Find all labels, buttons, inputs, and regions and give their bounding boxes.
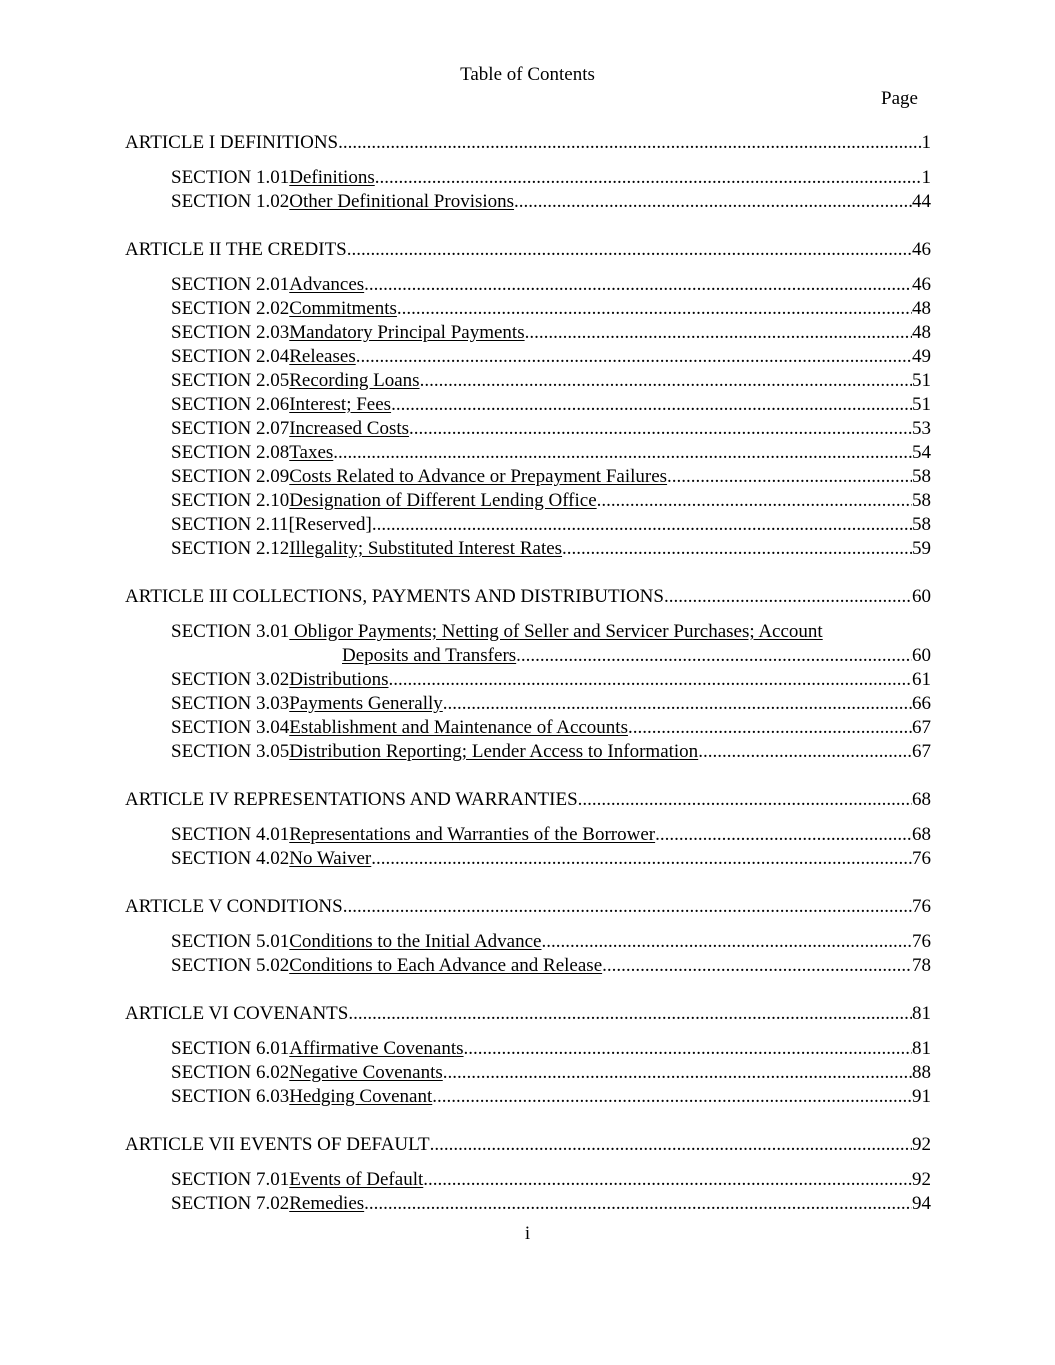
- dot-leader: [348, 1002, 912, 1026]
- section-number: SECTION 2.05: [171, 370, 290, 391]
- section-suffix: .: [391, 394, 396, 415]
- section-suffix: .: [442, 1062, 448, 1083]
- section-number: SECTION 2.02: [171, 298, 290, 319]
- section-suffix: .: [627, 717, 633, 738]
- page-number: 53: [912, 418, 931, 439]
- section-suffix: .: [698, 741, 703, 762]
- toc-entry-section-2-07[interactable]: [125, 417, 931, 441]
- dot-leader: [428, 1168, 912, 1192]
- section-number: SECTION 2.03: [171, 322, 290, 343]
- dot-leader: [396, 393, 912, 417]
- page-number: 1: [921, 132, 931, 153]
- section-title-link[interactable]: Recording Loans: [289, 370, 420, 391]
- page-number: 51: [912, 370, 931, 391]
- section-number: SECTION 6.01: [171, 1038, 290, 1059]
- dot-leader: [541, 930, 912, 954]
- section-number: SECTION 3.02: [171, 669, 290, 690]
- page-number: 54: [912, 442, 931, 463]
- section-title-link[interactable]: Definitions: [289, 167, 375, 188]
- toc-entry-section-2-11[interactable]: [125, 513, 931, 537]
- toc-entry-section-3-01[interactable]: [125, 620, 931, 668]
- toc-entry-section-7-02[interactable]: [125, 1192, 931, 1216]
- section-number: SECTION 2.10: [171, 490, 290, 511]
- page-number: 58: [912, 466, 931, 487]
- toc-entry-section-3-03[interactable]: [125, 692, 931, 716]
- section-title-link[interactable]: Taxes: [289, 442, 334, 463]
- section-title-link[interactable]: Remedies: [289, 1193, 365, 1214]
- article-heading[interactable]: [125, 1002, 931, 1026]
- article-label: ARTICLE VI COVENANTS: [125, 1003, 349, 1024]
- dot-leader: [448, 1061, 912, 1085]
- section-title-link[interactable]: No Waiver: [289, 848, 372, 869]
- page-number: 46: [912, 274, 931, 295]
- article-7: [125, 1133, 931, 1216]
- section-suffix: .: [409, 418, 414, 439]
- page-number: 49: [912, 346, 931, 367]
- section-suffix: .: [333, 442, 339, 463]
- section-suffix: .: [388, 669, 394, 690]
- dot-leader: [448, 692, 912, 716]
- section-title-link[interactable]: Representations and Warranties of the Borrower: [289, 824, 656, 845]
- page-number: 68: [912, 789, 931, 810]
- page-number: 76: [912, 896, 931, 917]
- toc-entry-section-2-01[interactable]: [125, 273, 931, 297]
- section-suffix: .: [423, 1169, 428, 1190]
- section-number: SECTION 2.11: [171, 514, 289, 535]
- dot-leader: [430, 1133, 912, 1157]
- toc-entry-section-3-04[interactable]: [125, 716, 931, 740]
- section-title-link[interactable]: Obligor Payments; Netting of Seller and Servicer Purchases; Account: [289, 621, 823, 642]
- section-number: SECTION 5.02: [171, 955, 290, 976]
- dot-leader: [371, 847, 912, 871]
- page-number: 44: [912, 191, 931, 212]
- page-number: 66: [912, 693, 931, 714]
- page-number: 78: [912, 955, 931, 976]
- section-suffix: .: [524, 322, 530, 343]
- dot-leader: [375, 166, 922, 190]
- toc-entry-section-2-09[interactable]: [125, 465, 931, 489]
- toc-entry-section-3-05[interactable]: [125, 740, 931, 764]
- toc-title: Table of Contents: [460, 64, 595, 85]
- dot-leader: [393, 668, 912, 692]
- section-title-link[interactable]: Releases: [289, 346, 356, 367]
- page-number: 91: [912, 1086, 931, 1107]
- dot-leader: [360, 345, 912, 369]
- dot-leader: [597, 489, 912, 513]
- toc-entry-section-6-03[interactable]: [125, 1085, 931, 1109]
- section-title-link[interactable]: Designation of Different Lending Office: [289, 490, 597, 511]
- toc-entry-section-2-05[interactable]: [125, 369, 931, 393]
- section-number: SECTION 1.02: [171, 191, 290, 212]
- article-label: ARTICLE VII EVENTS OF DEFAULT: [125, 1134, 430, 1155]
- page-number: 60: [912, 586, 931, 607]
- section-number: SECTION 4.01: [171, 824, 290, 845]
- page-number: 58: [912, 490, 931, 511]
- dot-leader: [464, 1037, 912, 1061]
- toc-entry-section-5-02[interactable]: [125, 954, 931, 978]
- section-title-link[interactable]: Distributions: [289, 669, 389, 690]
- dot-leader: [397, 297, 912, 321]
- section-number: SECTION 3.03: [171, 693, 290, 714]
- section-title-link[interactable]: Hedging Covenant: [289, 1086, 433, 1107]
- article-heading[interactable]: [125, 238, 931, 262]
- section-number: SECTION 1.01: [171, 167, 290, 188]
- table-of-contents: [125, 131, 931, 1216]
- dot-leader: [602, 954, 912, 978]
- article-heading[interactable]: [125, 585, 931, 609]
- toc-entry-section-1-01[interactable]: [125, 166, 931, 190]
- dot-leader: [521, 644, 912, 668]
- article-label: ARTICLE II THE CREDITS: [125, 239, 347, 260]
- toc-entry-section-6-02[interactable]: [125, 1061, 931, 1085]
- page-number: 1: [921, 167, 931, 188]
- page-number: 76: [912, 848, 931, 869]
- toc-entry-section-2-10[interactable]: [125, 489, 931, 513]
- article-6: [125, 1002, 931, 1109]
- section-number: SECTION 5.01: [171, 931, 290, 952]
- article-3: [125, 585, 931, 764]
- page-number: 81: [912, 1038, 931, 1059]
- dot-leader: [338, 441, 912, 465]
- page-number: 67: [912, 741, 931, 762]
- dot-leader: [377, 513, 912, 537]
- article-label: ARTICLE IV REPRESENTATIONS AND WARRANTIES: [125, 789, 578, 810]
- section-number: SECTION 7.02: [171, 1193, 290, 1214]
- article-heading[interactable]: [125, 1133, 931, 1157]
- section-title-link[interactable]: Mandatory Principal Payments: [289, 322, 525, 343]
- page-number: 88: [912, 1062, 931, 1083]
- section-suffix: [Reserved].: [288, 514, 377, 535]
- dot-leader: [347, 238, 912, 262]
- section-number: SECTION 2.12: [171, 538, 290, 559]
- article-heading[interactable]: [125, 895, 931, 919]
- section-title-link[interactable]: Establishment and Maintenance of Accounts: [289, 717, 628, 738]
- page-number: 59: [912, 538, 931, 559]
- dot-leader: [369, 273, 912, 297]
- section-title-link[interactable]: Negative Covenants: [289, 1062, 443, 1083]
- article-4: [125, 788, 931, 871]
- section-suffix: .: [355, 346, 361, 367]
- toc-entry-section-2-03[interactable]: [125, 321, 931, 345]
- section-number: SECTION 7.01: [171, 1169, 290, 1190]
- section-number: SECTION 3.05: [171, 741, 290, 762]
- article-heading[interactable]: [125, 131, 931, 155]
- section-suffix: .: [514, 191, 519, 212]
- page-number: 76: [912, 931, 931, 952]
- section-number: SECTION 4.02: [171, 848, 290, 869]
- section-title-link[interactable]: Affirmative Covenants: [289, 1038, 464, 1059]
- page-number: 58: [912, 514, 931, 535]
- toc-entry-section-1-02[interactable]: [125, 190, 931, 214]
- dot-leader: [562, 537, 912, 561]
- dot-leader: [529, 321, 912, 345]
- dot-leader: [414, 417, 912, 441]
- section-title-continuation[interactable]: Deposits and Transfers: [342, 645, 517, 666]
- section-title-link[interactable]: Conditions to the Initial Advance: [289, 931, 542, 952]
- toc-entry-section-2-06[interactable]: [125, 393, 931, 417]
- dot-leader: [578, 788, 912, 812]
- section-number: SECTION 6.03: [171, 1086, 290, 1107]
- section-number: SECTION 2.06: [171, 394, 290, 415]
- dot-leader: [519, 190, 912, 214]
- dot-leader: [655, 823, 912, 847]
- article-2: [125, 238, 931, 561]
- section-number: SECTION 2.08: [171, 442, 290, 463]
- section-title-link[interactable]: Illegality; Substituted Interest Rates: [289, 538, 563, 559]
- section-number: SECTION 2.04: [171, 346, 290, 367]
- toc-entry-section-4-01[interactable]: [125, 823, 931, 847]
- section-title-link[interactable]: Increased Costs: [289, 418, 410, 439]
- dot-leader: [364, 1192, 912, 1216]
- toc-entry-section-6-01[interactable]: [125, 1037, 931, 1061]
- page-number: 94: [912, 1193, 931, 1214]
- section-title-link[interactable]: Payments Generally: [289, 693, 443, 714]
- toc-entry-section-2-04[interactable]: [125, 345, 931, 369]
- page-number: 92: [912, 1134, 931, 1155]
- article-heading[interactable]: [125, 788, 931, 812]
- toc-entry-section-2-08[interactable]: [125, 441, 931, 465]
- toc-entry-section-3-02[interactable]: [125, 668, 931, 692]
- section-number: SECTION 3.04: [171, 717, 290, 738]
- section-title-link[interactable]: Other Definitional Provisions: [289, 191, 515, 212]
- dot-leader: [703, 740, 912, 764]
- page-number: 46: [912, 239, 931, 260]
- dot-leader: [420, 369, 912, 393]
- article-5: [125, 895, 931, 978]
- section-number: SECTION 3.01: [171, 621, 290, 642]
- page-number: 92: [912, 1169, 931, 1190]
- page-number: 60: [912, 645, 931, 666]
- dot-leader: [664, 585, 912, 609]
- toc-entry-section-4-02[interactable]: [125, 847, 931, 871]
- toc-entry-section-2-12[interactable]: [125, 537, 931, 561]
- footer-page-number: i: [524, 1223, 531, 1244]
- toc-entry-section-7-01[interactable]: [125, 1168, 931, 1192]
- section-title-link[interactable]: Advances: [289, 274, 365, 295]
- page-column-label: Page: [881, 88, 918, 109]
- page-number: 68: [912, 824, 931, 845]
- section-title-link[interactable]: Costs Related to Advance or Prepayment Failures: [289, 466, 668, 487]
- section-suffix: .: [442, 693, 448, 714]
- dot-leader: [338, 131, 921, 155]
- section-number: SECTION 6.02: [171, 1062, 290, 1083]
- toc-entry-section-5-01[interactable]: [125, 930, 931, 954]
- page-number: 67: [912, 717, 931, 738]
- page-number: 48: [912, 322, 931, 343]
- section-title-link[interactable]: Events of Default: [289, 1169, 424, 1190]
- section-title-link[interactable]: Conditions to Each Advance and Release: [289, 955, 603, 976]
- page-number: 81: [912, 1003, 931, 1024]
- article-1: [125, 131, 931, 214]
- article-label: ARTICLE III COLLECTIONS, PAYMENTS AND DISTRIBUTIONS: [125, 586, 664, 607]
- toc-entry-section-2-02[interactable]: [125, 297, 931, 321]
- section-number: SECTION 2.07: [171, 418, 290, 439]
- page-number: 48: [912, 298, 931, 319]
- dot-leader: [343, 895, 912, 919]
- section-title-link[interactable]: Interest; Fees: [289, 394, 392, 415]
- dot-leader: [667, 465, 912, 489]
- section-number: SECTION 2.09: [171, 466, 290, 487]
- section-suffix: .: [516, 645, 521, 666]
- dot-leader: [432, 1085, 912, 1109]
- section-title-link[interactable]: Commitments: [289, 298, 397, 319]
- page-number: 61: [912, 669, 931, 690]
- section-suffix: .: [364, 274, 369, 295]
- dot-leader: [633, 716, 912, 740]
- section-title-link[interactable]: Distribution Reporting; Lender Access to Information: [289, 741, 699, 762]
- article-label: ARTICLE I DEFINITIONS: [125, 132, 339, 153]
- section-number: SECTION 2.01: [171, 274, 290, 295]
- article-label: ARTICLE V CONDITIONS: [125, 896, 343, 917]
- page-number: 51: [912, 394, 931, 415]
